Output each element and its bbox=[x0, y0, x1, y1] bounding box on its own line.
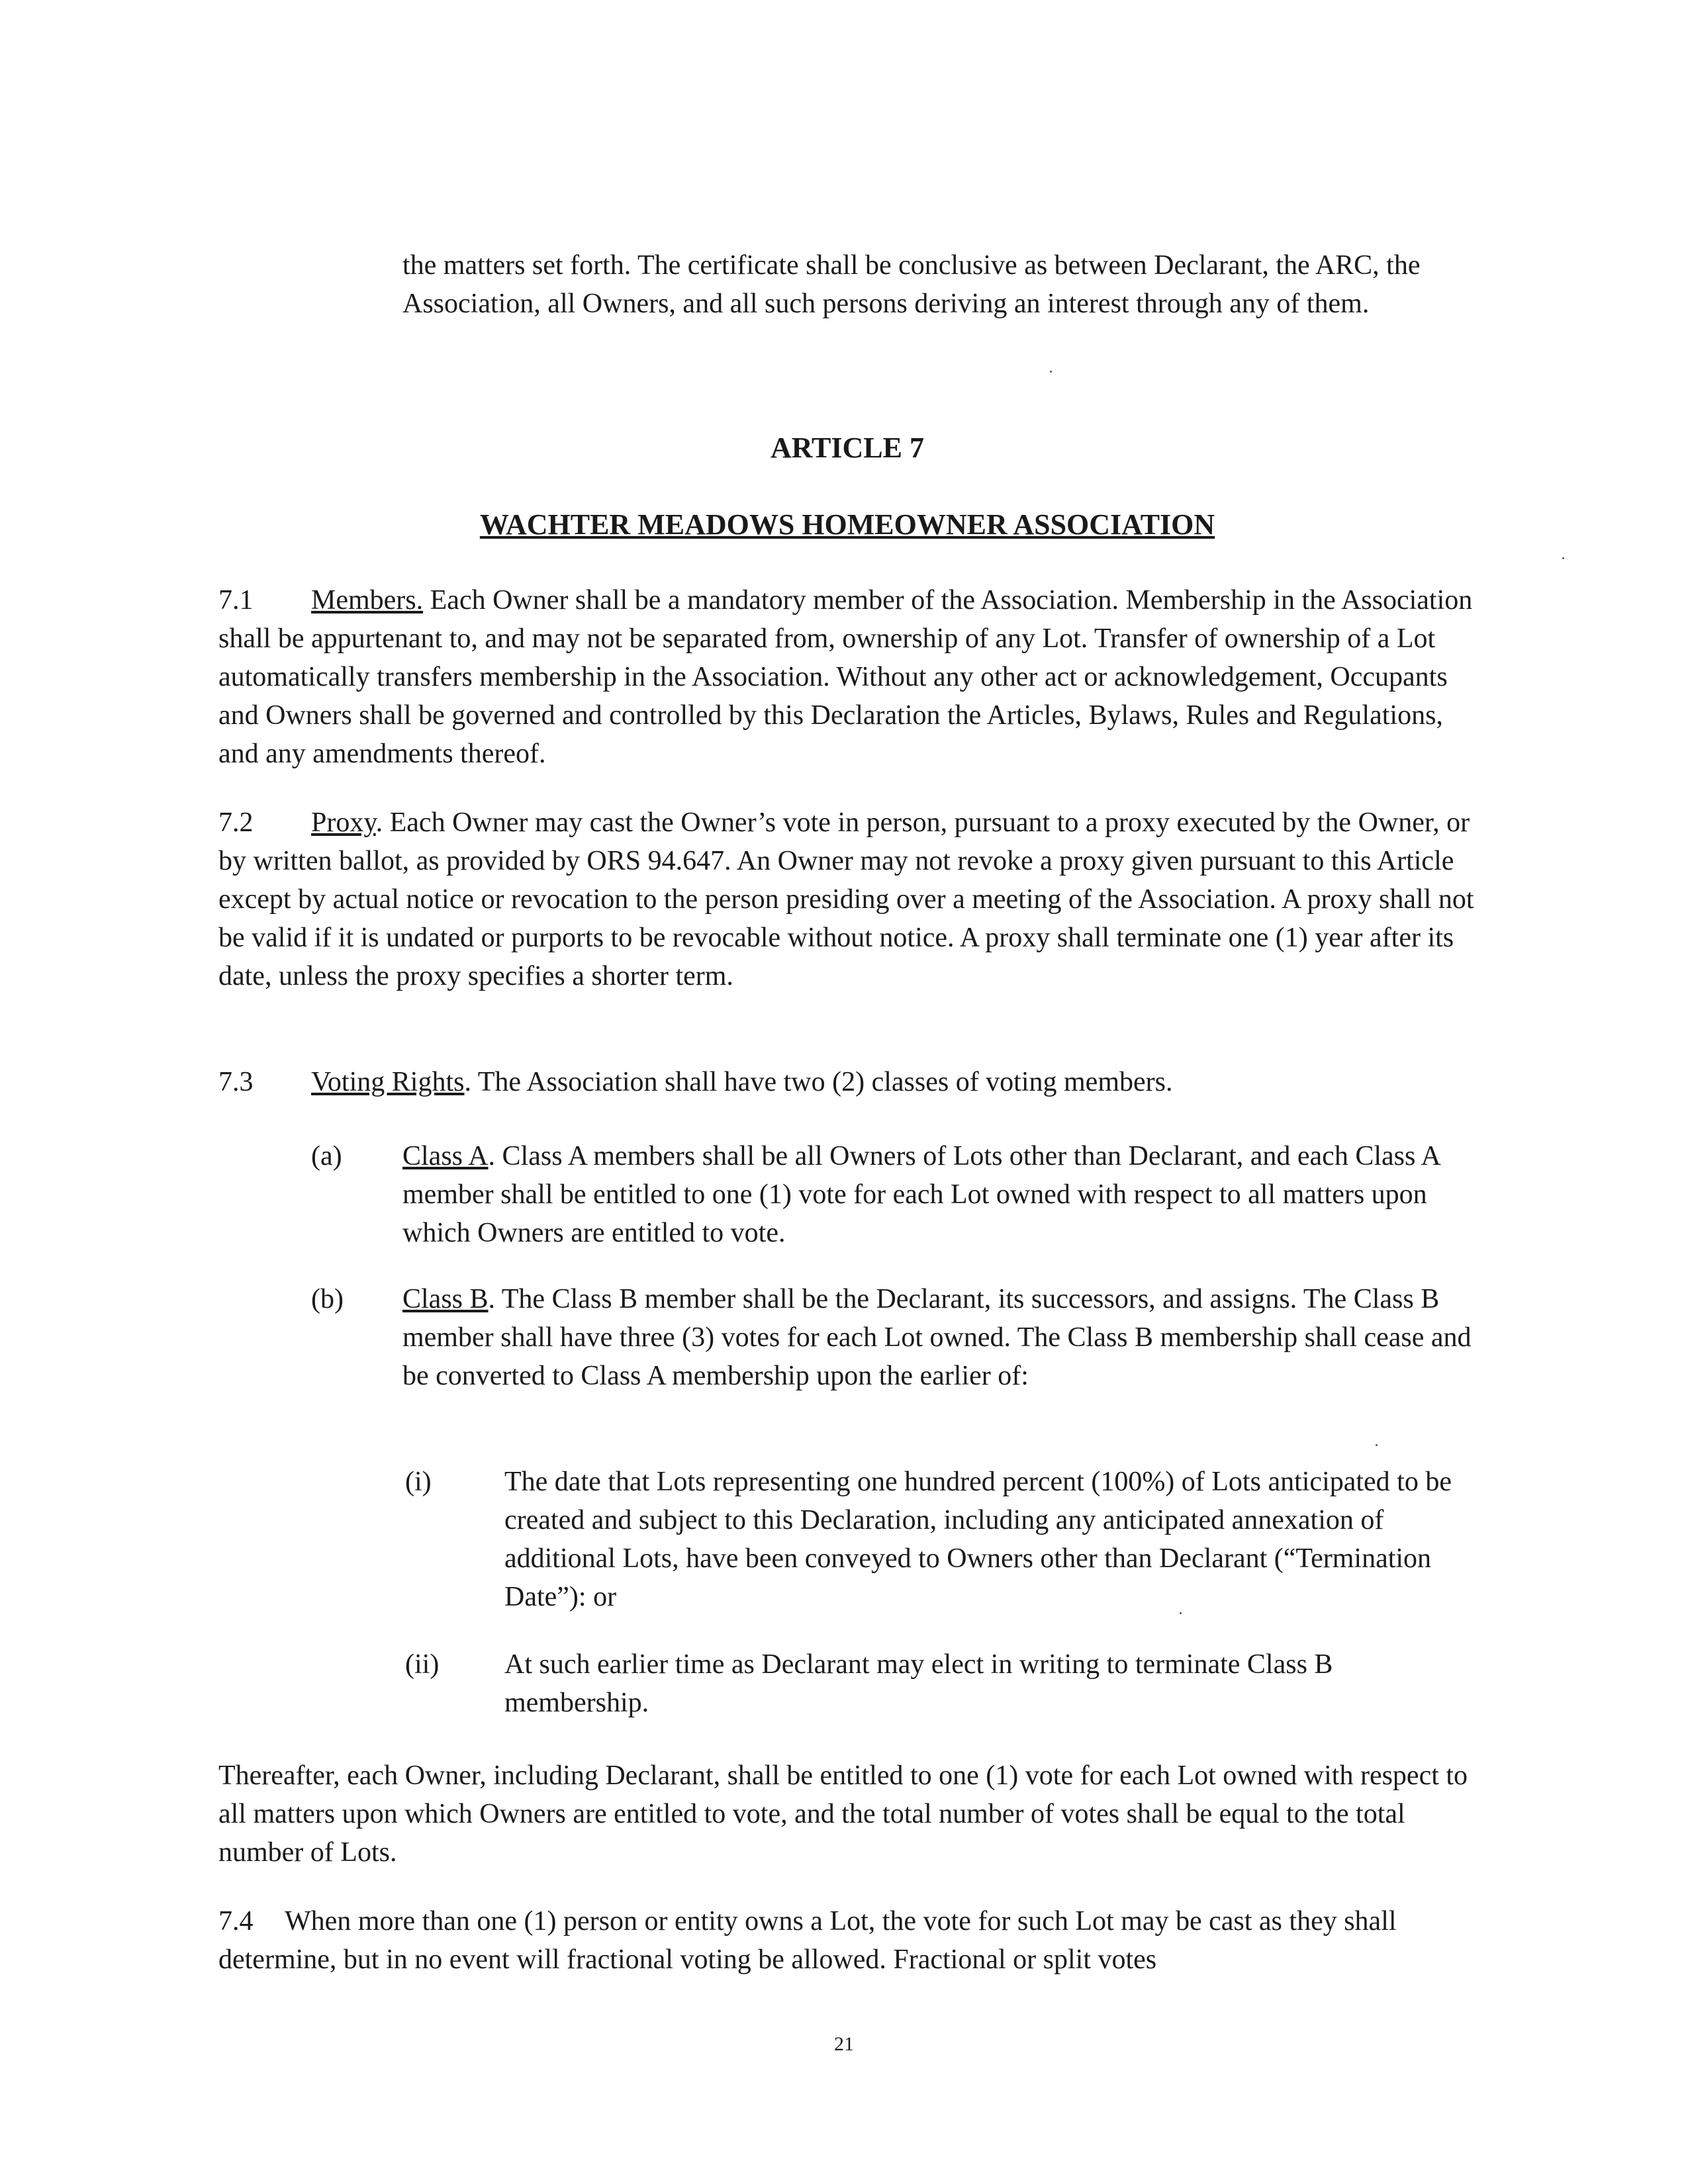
section-7-3 bbox=[218, 1063, 1476, 1101]
item-i-text: The date that Lots representing one hundred percent (100%) of Lots anticipated to be created and subject to this Declaration, including any anticipated annexation of additional Lots, have been conveyed to Owners other than Declarant (“Termination Date”): or bbox=[504, 1467, 1452, 1612]
section-7-1-text: Each Owner shall be a mandatory member of the Association. Membership in the Association shall be appurtenant to, and may not be separated from, ownership of any Lot. Transfer of ownership of a Lot automatically transfers membership in the Association. Without any other act or acknowledgement, Occupants and Owners shall be governed and controlled by this Declaration the Articles, Bylaws, Rules and Regulations, and any amendments thereof. bbox=[218, 585, 1473, 769]
subsection-b-heading: Class B bbox=[402, 1284, 489, 1314]
section-7-2 bbox=[218, 803, 1476, 995]
page-number: 21 bbox=[834, 2033, 854, 2055]
section-7-3-number: 7.3 bbox=[218, 1067, 254, 1097]
subsection-a-text: . Class A members shall be all Owners of Lots other than Declarant, and each Class A member shall be entitled to one (1) vote for each Lot owned with respect to all matters upon which Owners are entitled to vote. bbox=[402, 1141, 1440, 1248]
section-7-4-text: When more than one (1) person or entity owns a Lot, the vote for such Lot may be cast as they shall determine, but in no event will fractional voting be allowed. Fractional or split votes bbox=[218, 1906, 1397, 1975]
article-subtitle: WACHTER MEADOWS HOMEOWNER ASSOCIATION bbox=[479, 508, 1215, 541]
section-7-4 bbox=[218, 1902, 1476, 1979]
section-7-2-heading: Proxy bbox=[311, 807, 376, 838]
item-i-label: (i) bbox=[405, 1467, 432, 1497]
section-7-4-number: 7.4 bbox=[218, 1906, 254, 1936]
item-ii-text: At such earlier time as Declarant may elect in writing to terminate Class B membership. bbox=[504, 1649, 1333, 1718]
scan-speck bbox=[1050, 371, 1052, 373]
thereafter-paragraph: Thereafter, each Owner, including Declarant, shall be entitled to one (1) vote for each Lot owned with respect to all matters upon which Owners are entitled to vote, and the total number of votes shall be equal to the total number of Lots. bbox=[218, 1760, 1468, 1868]
section-7-3-heading: Voting Rights bbox=[311, 1067, 465, 1097]
section-7-2-number: 7.2 bbox=[218, 807, 254, 838]
scan-speck bbox=[1376, 1444, 1378, 1446]
section-7-1-heading: Members. bbox=[311, 585, 424, 615]
subsection-b-text: . The Class B member shall be the Declarant, its successors, and assigns. The Class B member shall have three (3) votes for each Lot owned. The Class B membership shall cease and be converted to Class A membership upon the earlier of: bbox=[402, 1284, 1472, 1391]
subsection-b bbox=[402, 1280, 1476, 1395]
subsection-a bbox=[402, 1137, 1476, 1252]
subsection-a-label: (a) bbox=[311, 1141, 342, 1171]
scan-speck bbox=[1180, 1612, 1182, 1614]
section-7-2-text: . Each Owner may cast the Owner’s vote in person, pursuant to a proxy executed by the Owner, or by written ballot, as provided by ORS 94.647. An Owner may not revoke a proxy given pursuant to this Article except by actual notice or revocation to the person presiding over a meeting of the Association. A proxy shall not be valid if it is undated or purports to be revocable without notice. A proxy shall terminate one (1) year after its date, unless the proxy specifies a shorter term. bbox=[218, 807, 1474, 991]
subsection-a-heading: Class A bbox=[402, 1141, 489, 1171]
carryover-paragraph: the matters set forth. The certificate shall be conclusive as between Declarant, the ARC, the Association, all Owners, and all such persons deriving an interest through any of them. bbox=[402, 250, 1421, 319]
section-7-3-text: . The Association shall have two (2) classes of voting members. bbox=[464, 1067, 1173, 1097]
section-7-1-number: 7.1 bbox=[218, 585, 254, 615]
section-7-1 bbox=[218, 581, 1476, 773]
article-title: ARTICLE 7 bbox=[771, 432, 924, 464]
scan-speck bbox=[1562, 557, 1564, 559]
subsection-b-label: (b) bbox=[311, 1284, 344, 1314]
item-ii-label: (ii) bbox=[405, 1649, 440, 1680]
